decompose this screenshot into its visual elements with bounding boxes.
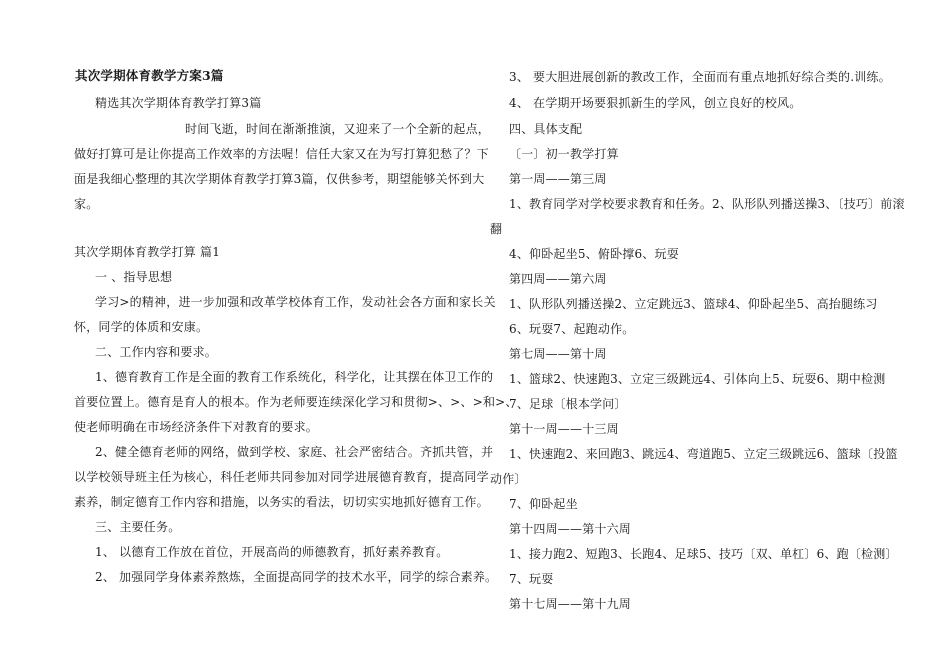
week-4-items-line-1: 1、快速跑2、来回跑3、跳远4、弯道跑5、立定三级跳远6、篮球〔投篮 bbox=[509, 447, 898, 461]
week-5-items-line-1: 1、接力跑2、短跑3、长跑4、足球5、技巧〔双、单杠〕6、跑〔检测〕 bbox=[509, 547, 898, 561]
week-2-items-line-1: 1、队形队列播送操2、立定跳远3、篮球4、仰卧起坐5、高抬腿练习 bbox=[509, 297, 878, 311]
subheading-grade-one-plan: 〔一〕初一教学打算 bbox=[509, 147, 619, 161]
task-4: 4、 在学期开场要狠抓新生的学风，创立良好的校风。 bbox=[509, 96, 802, 110]
week-range-2: 第四周——第六周 bbox=[509, 272, 607, 286]
paragraph-2-line-3: 使老师明确在市场经济条件下对教育的要求。 bbox=[74, 420, 319, 434]
task-3: 3、 要大胆进展创新的教改工作，全面而有重点地抓好综合类的.训练。 bbox=[509, 70, 891, 84]
paragraph-2-line-2: 首要位置上。德育是育人的根本。作为老师要连续深化学习和贯彻>、>、>和>、 bbox=[74, 395, 518, 409]
week-range-4: 第十一周——十三周 bbox=[509, 422, 619, 436]
week-4-items-line-2: 动作〕 bbox=[490, 472, 527, 486]
week-1-items-line-1: 1、教育同学对学校要求教育和任务。2、队形队列播送操3、〔技巧〕前滚 bbox=[509, 197, 905, 211]
week-range-6: 第十七周——第十九周 bbox=[509, 597, 632, 611]
heading-work-content: 二、工作内容和要求。 bbox=[95, 345, 218, 359]
week-1-items-line-3: 4、仰卧起坐5、俯卧撑6、玩耍 bbox=[509, 247, 679, 261]
week-1-items-line-2: 翻 bbox=[490, 222, 503, 236]
week-range-1: 第一周——第三周 bbox=[509, 172, 607, 186]
paragraph-3-line-1: 2、健全德育老师的网络，做到学校、家庭、社会严密结合。齐抓共管，并 bbox=[95, 445, 494, 459]
week-4-items-line-3: 7、仰卧起坐 bbox=[509, 497, 578, 511]
week-range-5: 第十四周——第十六周 bbox=[509, 522, 632, 536]
intro-line-1: 时间飞逝，时间在渐渐推演，又迎来了一个全新的起点， bbox=[185, 122, 491, 136]
heading-main-tasks: 三、主要任务。 bbox=[95, 520, 181, 534]
paragraph-1-line-1: 学习>的精神，进一步加强和改革学校体育工作，发动社会各方面和家长关 bbox=[95, 295, 496, 309]
paragraph-2-line-1: 1、德育教育工作是全面的教育工作系统化，科学化，让其摆在体卫工作的 bbox=[95, 370, 494, 384]
paragraph-3-line-2: 以学校领导班主任为核心，科任老师共同参加对同学进展德育教育，提高同学 bbox=[74, 470, 489, 484]
intro-line-2: 做好打算可是让你提高工作效率的方法喔！信任大家又在为写打算犯愁了？下 bbox=[74, 147, 489, 161]
paragraph-3-line-3: 素养，制定德育工作内容和措施，以务实的看法，切切实实地抓好德育工作。 bbox=[74, 495, 489, 509]
section-title: 其次学期体育教学打算 篇1 bbox=[74, 245, 221, 259]
heading-guiding-thought: 一 、指导思想 bbox=[95, 270, 173, 284]
intro-line-4: 家。 bbox=[74, 197, 99, 211]
subtitle: 精选其次学期体育教学打算3篇 bbox=[95, 96, 262, 110]
week-3-items-line-2: 7、足球〔根本学问〕 bbox=[509, 397, 627, 411]
task-1: 1、 以德育工作放在首位，开展高尚的师德教育，抓好素养教育。 bbox=[95, 545, 449, 559]
week-2-items-line-2: 6、玩耍7、起跑动作。 bbox=[509, 322, 635, 336]
heading-arrangement: 四、具体支配 bbox=[509, 122, 583, 136]
week-range-3: 第七周——第十周 bbox=[509, 347, 607, 361]
week-3-items-line-1: 1、篮球2、快速跑3、立定三级跳远4、引体向上5、玩耍6、期中检测 bbox=[509, 372, 886, 386]
document-title: 其次学期体育教学方案3篇 bbox=[75, 68, 224, 83]
task-2: 2、 加强同学身体素养熬炼，全面提高同学的技术水平，同学的综合素养。 bbox=[95, 570, 498, 584]
week-5-items-line-2: 7、玩耍 bbox=[509, 572, 554, 586]
intro-line-3: 面是我细心整理的其次学期体育教学打算3篇，仅供参考，期望能够关怀到大 bbox=[74, 172, 485, 186]
paragraph-1-line-2: 怀，同学的体质和安康。 bbox=[74, 320, 209, 334]
